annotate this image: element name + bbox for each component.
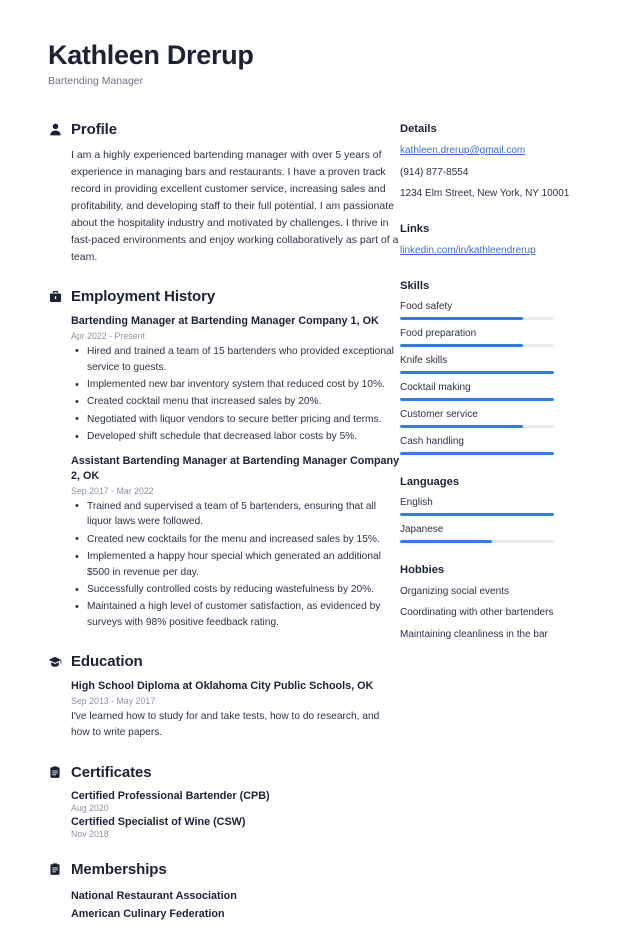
education-entry-title: High School Diploma at Oklahoma City Public Schools, OK — [71, 680, 374, 693]
skill-item — [400, 301, 596, 320]
list-item: • Developed shift schedule that decreased labor costs by 5%. — [71, 429, 400, 445]
skill-label: Customer service — [400, 408, 478, 420]
skill-bar-track — [400, 452, 554, 455]
certificate-name: Certified Specialist of Wine (CSW) — [71, 815, 246, 828]
section-memberships — [48, 861, 400, 924]
section-profile-title: Profile — [71, 121, 117, 139]
employment-entry-title: Assistant Bartending Manager at Bartending Manager Company 2, OK — [71, 454, 400, 482]
employment-entry-bullets — [71, 499, 400, 632]
skill-bar-fill — [400, 371, 554, 374]
section-profile-header — [48, 121, 400, 138]
skill-label: Cocktail making — [400, 381, 471, 393]
list-item: • Negotiated with liquor vendors to secure better pricing and terms. — [71, 412, 400, 428]
section-details-title: Details — [400, 123, 437, 136]
skill-item — [400, 409, 596, 428]
email-link[interactable]: kathleen.drerup@gmail.com — [400, 145, 526, 157]
section-employment-header — [48, 288, 400, 305]
employment-entry — [71, 454, 400, 631]
skill-bar-track — [400, 371, 554, 374]
language-label: Japanese — [400, 523, 444, 535]
section-languages — [400, 476, 596, 543]
linkedin-link[interactable]: linkedin.com/in/kathleendrerup — [400, 245, 536, 257]
skill-item — [400, 382, 596, 401]
profile-text: I am a highly experienced bartending manager with over 5 years of experience in managing bars and restaurants. I have a proven track record in providing excellent customer service, increasing sales and profitability, and developing staff to their full potential. I am passionate about the hospitality industry and motivated by challenges. I thrive in fast-paced environments and enjoy working collaboratively as part of a team. — [71, 149, 399, 264]
skill-item — [400, 355, 596, 374]
section-details — [400, 123, 596, 202]
skill-bar-fill — [400, 398, 554, 401]
section-education-body — [48, 679, 400, 742]
skill-bar-track — [400, 398, 554, 401]
language-label: English — [400, 496, 433, 508]
list-item: • Implemented new bar inventory system that reduced cost by 10%. — [71, 377, 400, 393]
language-bar-fill — [400, 513, 554, 516]
sidebar-column — [400, 121, 596, 663]
employment-entry — [71, 314, 400, 445]
skill-bar-track — [400, 344, 554, 347]
skill-item — [400, 436, 596, 455]
list-item: • Trained and supervised a team of 5 bartenders, ensuring that all liquor laws were followed. — [71, 499, 400, 531]
skill-bar-track — [400, 317, 554, 320]
skill-label: Food preparation — [400, 327, 477, 339]
skill-bar-fill — [400, 344, 523, 347]
membership-item: American Culinary Federation — [71, 908, 225, 921]
certificate-date: Nov 2018 — [71, 828, 109, 839]
section-employment-body — [48, 314, 400, 631]
section-education-header — [48, 653, 400, 670]
section-skills-title: Skills — [400, 279, 430, 292]
list-item: • Implemented a happy hour special which generated an additional $500 in revenue per day. — [71, 549, 400, 581]
certificate-item — [71, 816, 400, 839]
section-links-title: Links — [400, 223, 430, 236]
section-profile — [48, 121, 400, 266]
certificate-date: Aug 2020 — [71, 802, 109, 813]
language-bar-track — [400, 540, 554, 543]
hobby-item: Organizing social events — [400, 585, 509, 597]
hobby-item: Coordinating with other bartenders — [400, 607, 554, 619]
employment-entry-title: Bartending Manager at Bartending Manager Company 1, OK — [71, 315, 379, 328]
section-certificates-header — [48, 764, 400, 781]
list-item: • Hired and trained a team of 15 bartenders who provided exceptional service to guests. — [71, 344, 400, 376]
section-languages-title: Languages — [400, 475, 460, 488]
employment-entry-date: Sep 2017 - Mar 2022 — [71, 485, 154, 496]
certificate-name: Certified Professional Bartender (CPB) — [71, 789, 270, 802]
section-employment-title: Employment History — [71, 288, 216, 306]
list-item: • Successfully controlled costs by reducing wastefulness by 20%. — [71, 582, 400, 598]
education-entry-description: I've learned how to study for and take tests, how to do research, and how to write papers. — [71, 710, 380, 739]
language-bar-track — [400, 513, 554, 516]
clipboard-icon — [48, 765, 62, 779]
main-column — [48, 121, 400, 946]
section-memberships-title: Memberships — [71, 860, 167, 878]
section-hobbies — [400, 564, 596, 643]
candidate-name: Kathleen Drerup — [48, 40, 254, 70]
section-employment — [48, 288, 400, 631]
briefcase-icon — [48, 290, 62, 304]
section-hobbies-title: Hobbies — [400, 563, 445, 576]
address-text: 1234 Elm Street, New York, NY 10001 — [400, 188, 570, 200]
language-bar-fill — [400, 540, 492, 543]
section-certificates-title: Certificates — [71, 763, 152, 781]
skill-bar-fill — [400, 317, 523, 320]
employment-entry-date: Apr 2022 - Present — [71, 330, 145, 341]
list-item: • Created cocktail menu that increased sales by 20%. — [71, 394, 400, 410]
candidate-job-title: Bartending Manager — [48, 75, 144, 88]
resume-body — [48, 121, 596, 946]
skill-bar-fill — [400, 452, 554, 455]
section-memberships-header — [48, 861, 400, 878]
education-entry — [71, 679, 400, 742]
language-item — [400, 524, 596, 543]
section-education-title: Education — [71, 653, 143, 671]
language-item — [400, 497, 596, 516]
skill-label: Knife skills — [400, 354, 448, 366]
skill-label: Cash handling — [400, 435, 464, 447]
employment-entry-bullets — [71, 344, 400, 445]
resume-header — [48, 40, 596, 87]
section-certificates-body — [48, 790, 400, 839]
section-profile-body — [48, 147, 400, 266]
list-item: • Maintained a high level of customer satisfaction, as evidenced by surveys with 98% positive feedback rating. — [71, 599, 400, 631]
section-memberships-body — [48, 887, 400, 924]
section-skills — [400, 280, 596, 455]
education-entry-date: Sep 2013 - May 2017 — [71, 695, 156, 706]
user-icon — [48, 123, 62, 137]
section-links — [400, 223, 596, 259]
section-certificates — [48, 764, 400, 839]
list-item: • Created new cocktails for the menu and increased sales by 15%. — [71, 532, 400, 548]
skill-bar-track — [400, 425, 554, 428]
certificate-item — [71, 790, 400, 813]
clipboard-icon — [48, 862, 62, 876]
skill-label: Food safety — [400, 300, 453, 312]
membership-item: National Restaurant Association — [71, 889, 237, 902]
section-education — [48, 653, 400, 742]
phone-text: (914) 877-8554 — [400, 166, 469, 178]
skill-item — [400, 328, 596, 347]
skill-bar-fill — [400, 425, 523, 428]
hobby-item: Maintaining cleanliness in the bar — [400, 628, 548, 640]
graduation-cap-icon — [48, 655, 62, 669]
